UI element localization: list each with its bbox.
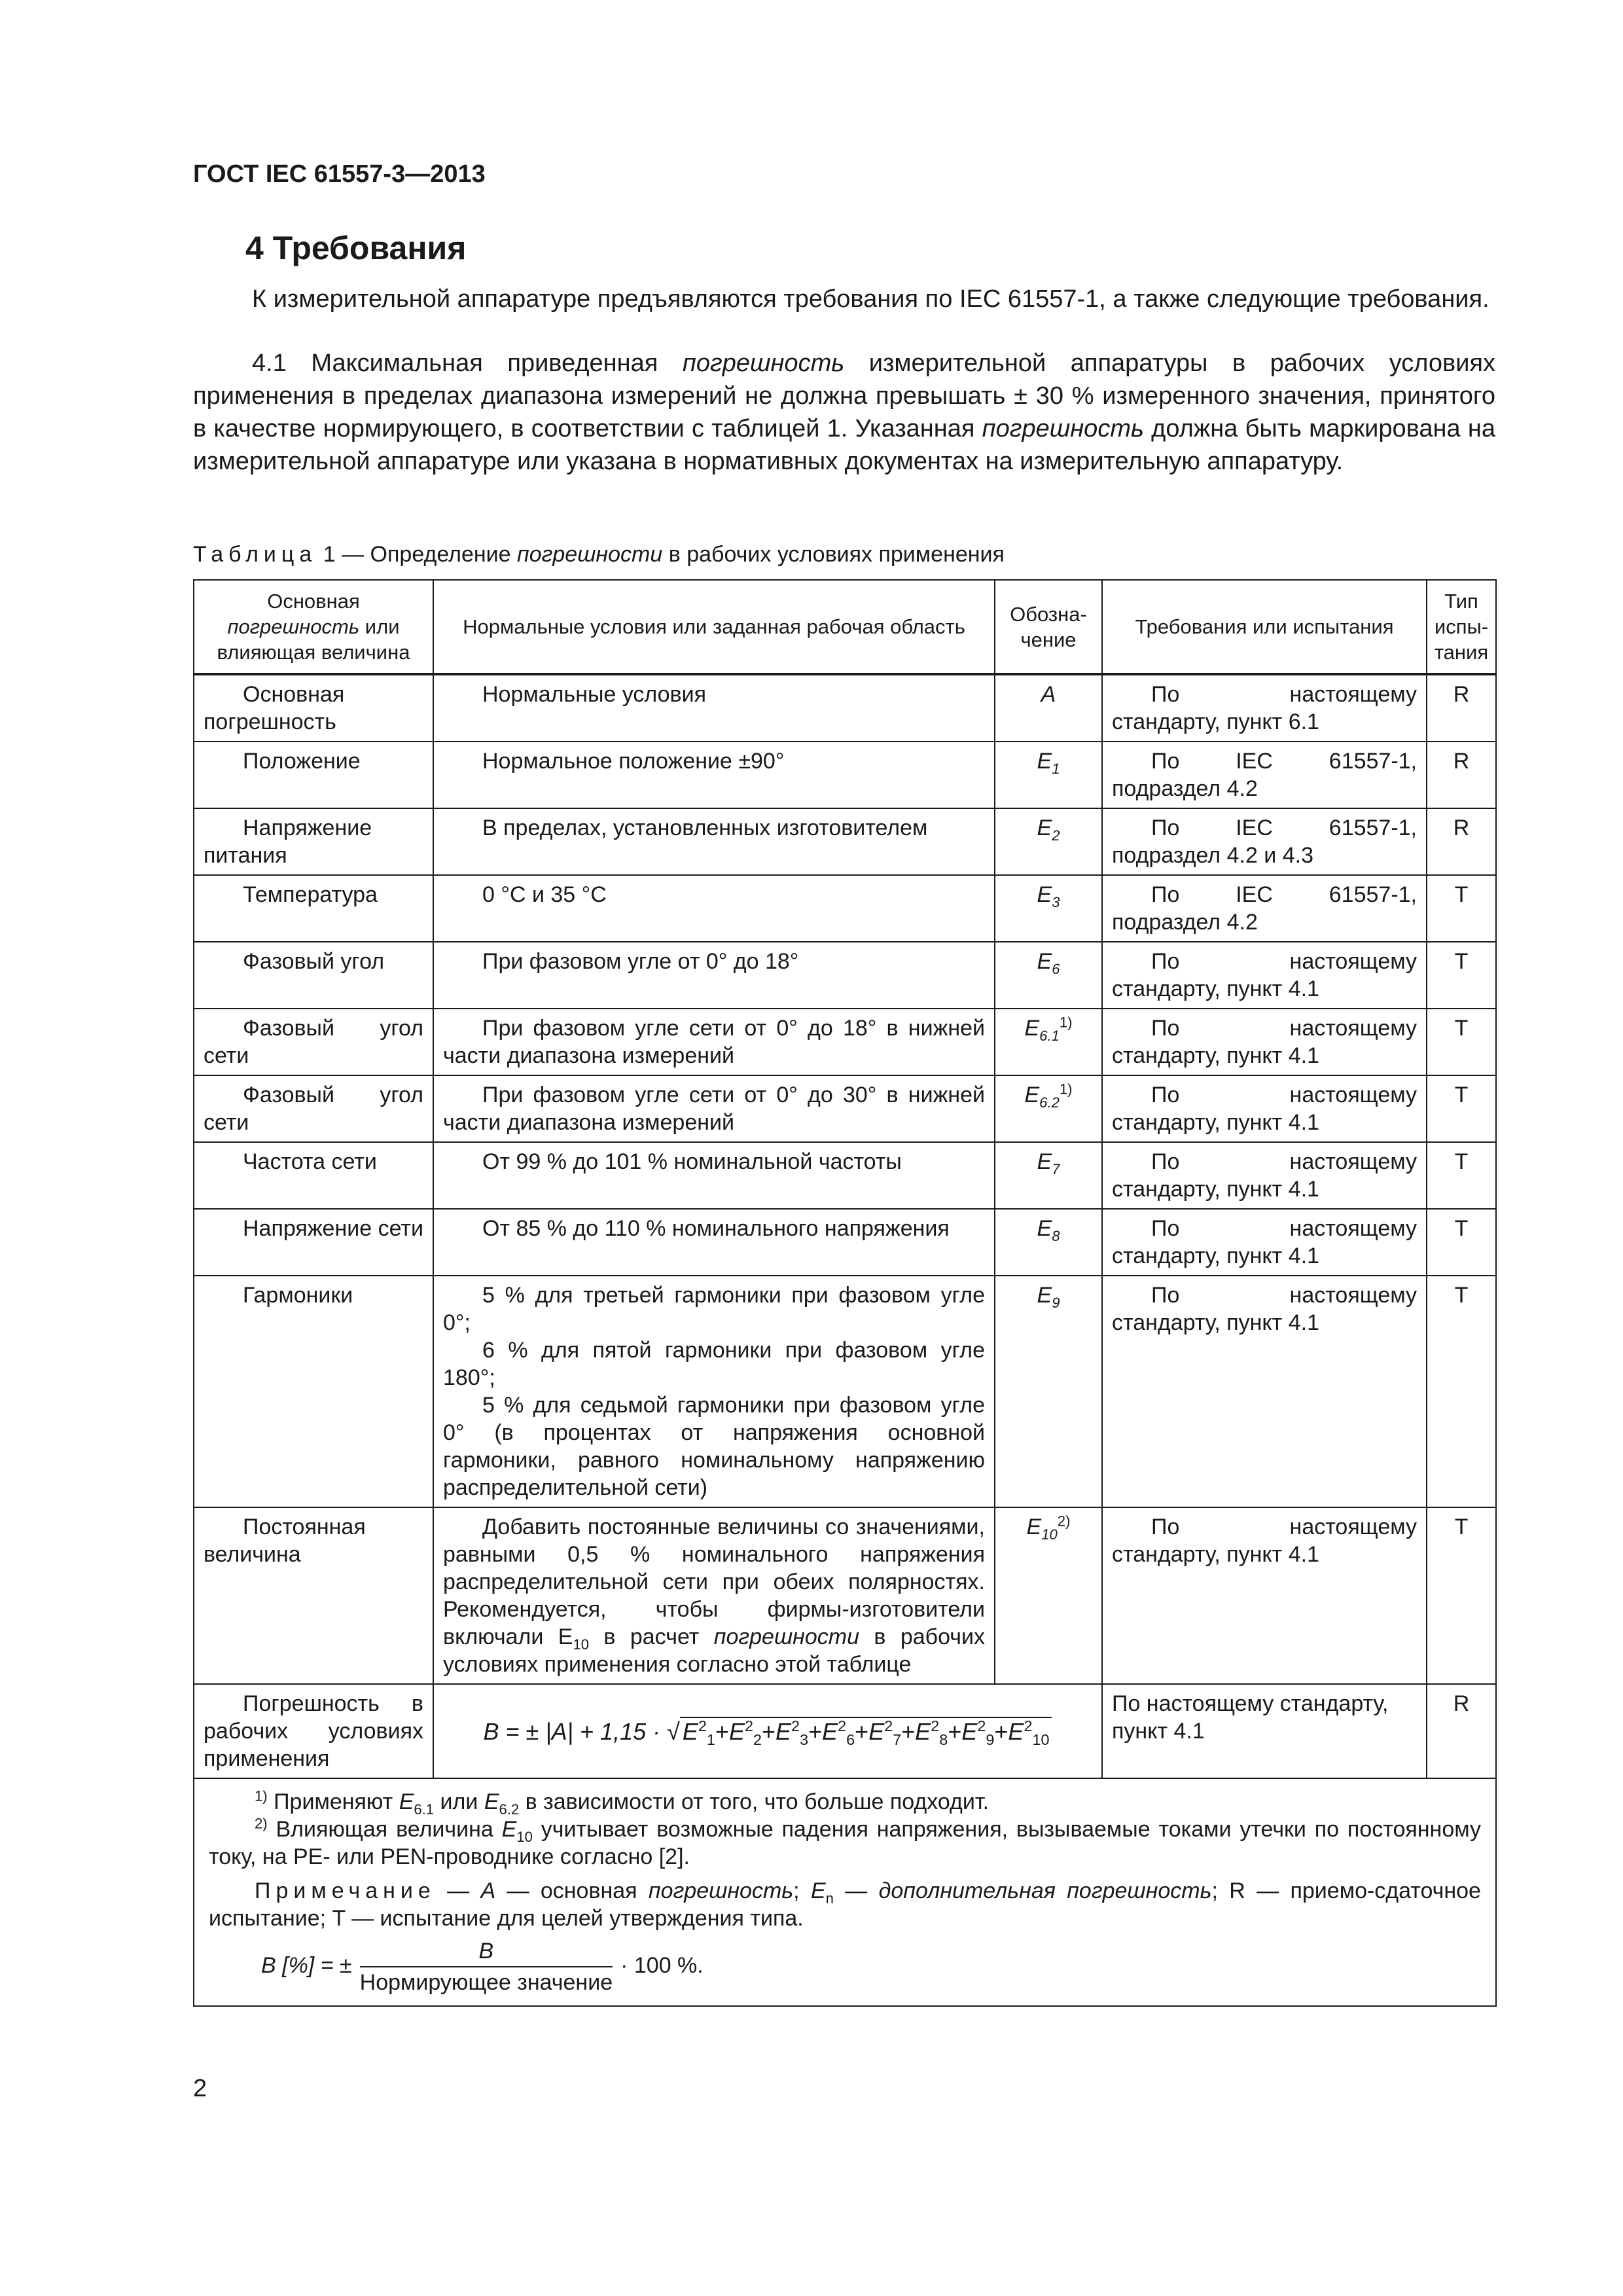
table-row bbox=[194, 875, 1496, 942]
relative-formula-rhs: · 100 %. bbox=[620, 1952, 704, 1978]
formula-symbol: E bbox=[728, 1718, 745, 1745]
formula-symbol: E bbox=[961, 1718, 978, 1745]
cell-quantity: Погрешность в рабочих условиях применения bbox=[194, 1684, 433, 1778]
cell-test-type: T bbox=[1427, 1209, 1496, 1276]
footnote-1-a: Применяют bbox=[267, 1789, 399, 1814]
p2-part-e: должна быть маркирована на измерительной аппаратуре или указана в нормативных документах на измерительную аппаратуру. bbox=[193, 415, 1495, 475]
note-c: — основная bbox=[495, 1878, 649, 1903]
cell-designation bbox=[995, 1507, 1102, 1684]
formula-symbol: E bbox=[822, 1718, 838, 1745]
table-row bbox=[194, 742, 1496, 808]
table-row bbox=[194, 942, 1496, 1009]
formula-plus: + bbox=[901, 1718, 916, 1745]
cell-designation bbox=[995, 674, 1102, 742]
designation-symbol: A bbox=[1041, 682, 1056, 707]
cell-conditions: При фазовом угле сети от 0° до 30° в нижней части диапазона измерений bbox=[433, 1075, 995, 1142]
designation-symbol: E bbox=[1037, 816, 1052, 840]
p2-part-a: 4.1 Максимальная приведенная bbox=[252, 350, 683, 377]
cell-test-type: R bbox=[1427, 808, 1496, 875]
formula-index: 7 bbox=[893, 1731, 902, 1749]
footnote-2-mark: 2) bbox=[255, 1815, 268, 1832]
formula-plus: + bbox=[855, 1718, 869, 1745]
table-header-row bbox=[194, 580, 1496, 674]
condition-text-b: в расчет bbox=[589, 1624, 714, 1649]
formula-plus: + bbox=[715, 1718, 729, 1745]
table-row bbox=[194, 1009, 1496, 1075]
designation-footnote: 1) bbox=[1059, 1081, 1073, 1098]
designation-subscript: 9 bbox=[1052, 1294, 1060, 1311]
table-note bbox=[209, 1877, 1481, 1932]
table-row bbox=[194, 808, 1496, 875]
condition-line: 5 % для седьмой гармоники при фазовом угле 0° (в процентах от напряжения основной гармоники, равного номинальному напряжению распределительной сети) bbox=[443, 1393, 985, 1500]
p2-part-d: погрешность bbox=[982, 415, 1144, 442]
designation-subscript: 6.2 bbox=[1039, 1094, 1060, 1111]
condition-text-a: Добавить постоянные величины со значениями, равными 0,5 % номинального напряжения распределительной сети при обеих полярностях. Рекомендуется, чтобы фирмы-изготовители включали E bbox=[443, 1515, 985, 1649]
footnote-1-d-sub: 6.2 bbox=[499, 1801, 520, 1818]
cell-quantity: Фазовый угол сети bbox=[194, 1075, 433, 1142]
note-f: E bbox=[810, 1878, 826, 1903]
table-notes-row bbox=[194, 1778, 1496, 2006]
cell-quantity: Температура bbox=[194, 875, 433, 942]
condition-subscript: 10 bbox=[573, 1636, 590, 1653]
formula-square: 2 bbox=[977, 1717, 986, 1734]
table-body bbox=[194, 674, 1496, 2006]
formula-symbol: E bbox=[868, 1718, 885, 1745]
footnote-1-b: E bbox=[399, 1789, 414, 1814]
formula-symbol: E bbox=[1008, 1718, 1024, 1745]
cell-requirements: По настоящему стандарту, пункт 4.1 bbox=[1102, 1507, 1427, 1684]
cell-requirements: По настоящему стандарту, пункт 4.1 bbox=[1102, 1009, 1427, 1075]
table-row bbox=[194, 1075, 1496, 1142]
designation-symbol: E bbox=[1024, 1083, 1040, 1107]
requirements-table bbox=[193, 579, 1497, 2007]
condition-text-d: в рабочих условиях применения согласно этой таблице bbox=[443, 1624, 986, 1677]
formula-symbol: E bbox=[915, 1718, 931, 1745]
cell-conditions: От 85 % до 110 % номинального напряжения bbox=[433, 1209, 995, 1276]
designation-symbol: E bbox=[1024, 1016, 1040, 1041]
footnote-2 bbox=[209, 1816, 1481, 1871]
cell-requirements: По IEC 61557-1, подраздел 4.2 bbox=[1102, 742, 1427, 808]
designation-subscript: 2 bbox=[1052, 827, 1060, 844]
cell-test-type: R bbox=[1427, 1684, 1496, 1778]
formula-index: 6 bbox=[846, 1731, 855, 1749]
cell-quantity: Напряжение питания bbox=[194, 808, 433, 875]
formula-index: 8 bbox=[939, 1731, 948, 1749]
designation-subscript: 10 bbox=[1041, 1526, 1058, 1543]
cell-designation bbox=[995, 808, 1102, 875]
cell-designation bbox=[995, 1209, 1102, 1276]
cell-quantity: Положение bbox=[194, 742, 433, 808]
note-e: ; bbox=[793, 1878, 811, 1903]
header-conditions: Нормальные условия или заданная рабочая область bbox=[433, 580, 995, 674]
cell-requirements: По IEC 61557-1, подраздел 4.2 bbox=[1102, 875, 1427, 942]
formula-symbol: E bbox=[776, 1718, 792, 1745]
table-notes bbox=[194, 1778, 1496, 2006]
header-quantity bbox=[194, 580, 433, 674]
cell-quantity: Гармоники bbox=[194, 1276, 433, 1507]
cell-quantity: Фазовый угол сети bbox=[194, 1009, 433, 1075]
formula-lhs: B = ± |A| + 1,15 · bbox=[483, 1718, 661, 1745]
formula-plus: + bbox=[948, 1718, 962, 1745]
formula-square: 2 bbox=[931, 1717, 940, 1734]
cell-conditions: При фазовом угле от 0° до 18° bbox=[433, 942, 995, 1009]
table-caption-b: погрешности bbox=[516, 542, 663, 567]
relative-error-formula bbox=[209, 1937, 1481, 1996]
cell-conditions: Нормальное положение ±90° bbox=[433, 742, 995, 808]
designation-symbol: E bbox=[1037, 749, 1052, 774]
cell-test-type: T bbox=[1427, 1507, 1496, 1684]
cell-designation bbox=[995, 1276, 1102, 1507]
cell-requirements: По настоящему стандарту, пункт 4.1 bbox=[1102, 942, 1427, 1009]
cell-test-type: T bbox=[1427, 1276, 1496, 1507]
designation-subscript: 7 bbox=[1052, 1160, 1060, 1177]
paragraph-4-1 bbox=[193, 347, 1495, 478]
table-row bbox=[194, 1142, 1496, 1209]
table-caption-a: 1 — Определение bbox=[317, 542, 517, 567]
designation-symbol: E bbox=[1026, 1515, 1042, 1539]
footnote-1-b-sub: 6.1 bbox=[414, 1801, 435, 1818]
cell-conditions: 0 °С и 35 °С bbox=[433, 875, 995, 942]
cell-conditions bbox=[433, 1507, 995, 1684]
formula-index: 1 bbox=[706, 1731, 715, 1749]
cell-quantity: Фазовый угол bbox=[194, 942, 433, 1009]
designation-symbol: E bbox=[1037, 882, 1052, 907]
condition-line: 6 % для пятой гармоники при фазовом угле 180°; bbox=[443, 1338, 985, 1390]
table-caption-c: в рабочих условиях применения bbox=[662, 542, 1005, 567]
formula-square: 2 bbox=[791, 1717, 800, 1734]
cell-requirements: По настоящему стандарту, пункт 4.1 bbox=[1102, 1209, 1427, 1276]
cell-requirements: По настоящему стандарту, пункт 4.1 bbox=[1102, 1276, 1427, 1507]
header-c1-a: Основная bbox=[267, 590, 360, 613]
footnote-1-d: E bbox=[484, 1789, 499, 1814]
note-h: ; R — приемо-сдаточное испытание; T — испытание для целей утверждения типа. bbox=[209, 1878, 1481, 1931]
table-row bbox=[194, 1276, 1496, 1507]
relative-formula-denominator: Нормирующее значение bbox=[359, 1970, 613, 1995]
formula-symbol: E bbox=[682, 1718, 698, 1745]
designation-subscript: 1 bbox=[1052, 760, 1060, 777]
header-test-type: Тип испы-тания bbox=[1427, 580, 1496, 674]
formula-index: 10 bbox=[1032, 1731, 1050, 1749]
note-b: A bbox=[480, 1878, 496, 1903]
cell-test-type: T bbox=[1427, 1009, 1496, 1075]
cell-quantity: Частота сети bbox=[194, 1142, 433, 1209]
cell-conditions: Нормальные условия bbox=[433, 674, 995, 742]
cell-requirements: По настоящему стандарту, пункт 4.1 bbox=[1102, 1075, 1427, 1142]
document-code: ГОСТ IEC 61557-3—2013 bbox=[193, 160, 486, 188]
designation-subscript: 3 bbox=[1052, 893, 1060, 910]
note-a: — bbox=[435, 1878, 481, 1903]
cell-test-type: T bbox=[1427, 942, 1496, 1009]
note-f-sub: n bbox=[825, 1890, 834, 1907]
section-title: 4 Требования bbox=[245, 230, 467, 266]
designation-footnote: 2) bbox=[1057, 1513, 1071, 1530]
total-error-formula: B = ± |A| + 1,15 · √ $E^2_1+E^2_2+E^2_3+E^2_6+E^2_7+E^2_8+E^2_9+E^2_{10}$ bbox=[433, 1684, 1102, 1778]
table-row-total-error bbox=[194, 1684, 1496, 1778]
p2-part-c: измерительной аппаратуры в рабочих условиях применения в пределах диапазона измерений не должна превышать ± 30 % измеренного значения, принятого в качестве нормирующего, в соответствии с таблицей 1. Указанная bbox=[193, 350, 1495, 442]
header-c1-c: или влияющая величина bbox=[217, 615, 410, 664]
cell-designation bbox=[995, 1142, 1102, 1209]
cell-requirements: По настоящему стандарту, пункт 4.1 bbox=[1102, 1142, 1427, 1209]
cell-requirements: По IEC 61557-1, подраздел 4.2 и 4.3 bbox=[1102, 808, 1427, 875]
cell-test-type: T bbox=[1427, 1142, 1496, 1209]
designation-symbol: E bbox=[1037, 1283, 1052, 1308]
cell-requirements: По настоящему стандарту, пункт 4.1 bbox=[1102, 1684, 1427, 1778]
formula-root bbox=[680, 1717, 1052, 1749]
cell-designation bbox=[995, 1009, 1102, 1075]
cell-test-type: T bbox=[1427, 875, 1496, 942]
paragraph-intro-text: К измерительной аппаратуре предъявляются требования по IEC 61557-1, а также следующие требования. bbox=[252, 285, 1489, 313]
footnote-2-b: E bbox=[501, 1817, 517, 1842]
footnote-1 bbox=[209, 1788, 1481, 1816]
table-row bbox=[194, 1507, 1496, 1684]
formula-index: 9 bbox=[986, 1731, 995, 1749]
paragraph-intro bbox=[193, 283, 1495, 315]
formula-square: 2 bbox=[884, 1717, 893, 1734]
footnote-1-mark: 1) bbox=[255, 1787, 268, 1804]
cell-conditions: От 99 % до 101 % номинальной частоты bbox=[433, 1142, 995, 1209]
formula-square: 2 bbox=[1024, 1717, 1033, 1734]
header-c1-b: погрешность bbox=[227, 615, 360, 638]
table-row bbox=[194, 1209, 1496, 1276]
table-caption bbox=[193, 542, 1005, 567]
cell-test-type: R bbox=[1427, 674, 1496, 742]
note-d: погрешность bbox=[648, 1878, 794, 1903]
cell-conditions: При фазовом угле сети от 0° до 18° в нижней части диапазона измерений bbox=[433, 1009, 995, 1075]
note-label: Примечание bbox=[255, 1878, 436, 1903]
table-row bbox=[194, 674, 1496, 742]
note-g: — дополнительная погрешность bbox=[833, 1878, 1212, 1903]
relative-formula-fraction bbox=[360, 1937, 613, 1996]
relative-formula-numerator: B bbox=[360, 1937, 613, 1967]
formula-square: 2 bbox=[698, 1717, 707, 1734]
designation-subscript: 6.1 bbox=[1039, 1027, 1060, 1044]
footnote-2-c: учитывает возможные падения напряжения, вызываемые токами утечки по постоянному току, на PE- или PEN-проводнике согласно [2]. bbox=[209, 1817, 1481, 1869]
cell-quantity: Напряжение сети bbox=[194, 1209, 433, 1276]
condition-line: 5 % для третьей гармоники при фазовом угле 0°; bbox=[443, 1283, 985, 1335]
relative-formula-lhs: B [%] = ± bbox=[261, 1952, 352, 1978]
formula-plus: + bbox=[762, 1718, 776, 1745]
cell-conditions bbox=[433, 1276, 995, 1507]
header-requirements: Требования или испытания bbox=[1102, 580, 1427, 674]
designation-symbol: E bbox=[1037, 1149, 1052, 1174]
p2-part-b: погрешность bbox=[682, 350, 845, 377]
cell-quantity: Постоянная величина bbox=[194, 1507, 433, 1684]
formula-square: 2 bbox=[744, 1717, 753, 1734]
header-designation: Обозна-чение bbox=[995, 580, 1102, 674]
page-number: 2 bbox=[193, 2075, 207, 2102]
table-caption-label: Таблица bbox=[193, 542, 317, 567]
designation-subscript: 6 bbox=[1052, 960, 1060, 977]
cell-test-type: R bbox=[1427, 742, 1496, 808]
designation-footnote: 1) bbox=[1059, 1014, 1073, 1031]
formula-plus: + bbox=[994, 1718, 1008, 1745]
footnote-1-c: или bbox=[434, 1789, 484, 1814]
footnote-2-b-sub: 10 bbox=[516, 1828, 533, 1845]
formula-index: 3 bbox=[800, 1731, 809, 1749]
designation-symbol: E bbox=[1037, 949, 1052, 974]
cell-designation bbox=[995, 742, 1102, 808]
formula-index: 2 bbox=[753, 1731, 762, 1749]
designation-subscript: 8 bbox=[1052, 1227, 1060, 1244]
cell-test-type: T bbox=[1427, 1075, 1496, 1142]
footnote-1-e: в зависимости от того, что больше подходит. bbox=[519, 1789, 990, 1814]
cell-conditions: В пределах, установленных изготовителем bbox=[433, 808, 995, 875]
cell-requirements: По настоящему стандарту, пункт 6.1 bbox=[1102, 674, 1427, 742]
cell-designation bbox=[995, 942, 1102, 1009]
footnote-2-a: Влияющая величина bbox=[267, 1817, 502, 1842]
cell-designation bbox=[995, 875, 1102, 942]
cell-quantity: Основная погрешность bbox=[194, 674, 433, 742]
formula-plus: + bbox=[808, 1718, 823, 1745]
formula-square: 2 bbox=[838, 1717, 847, 1734]
cell-designation bbox=[995, 1075, 1102, 1142]
designation-symbol: E bbox=[1037, 1216, 1052, 1241]
condition-text-c: погрешности bbox=[713, 1624, 860, 1649]
